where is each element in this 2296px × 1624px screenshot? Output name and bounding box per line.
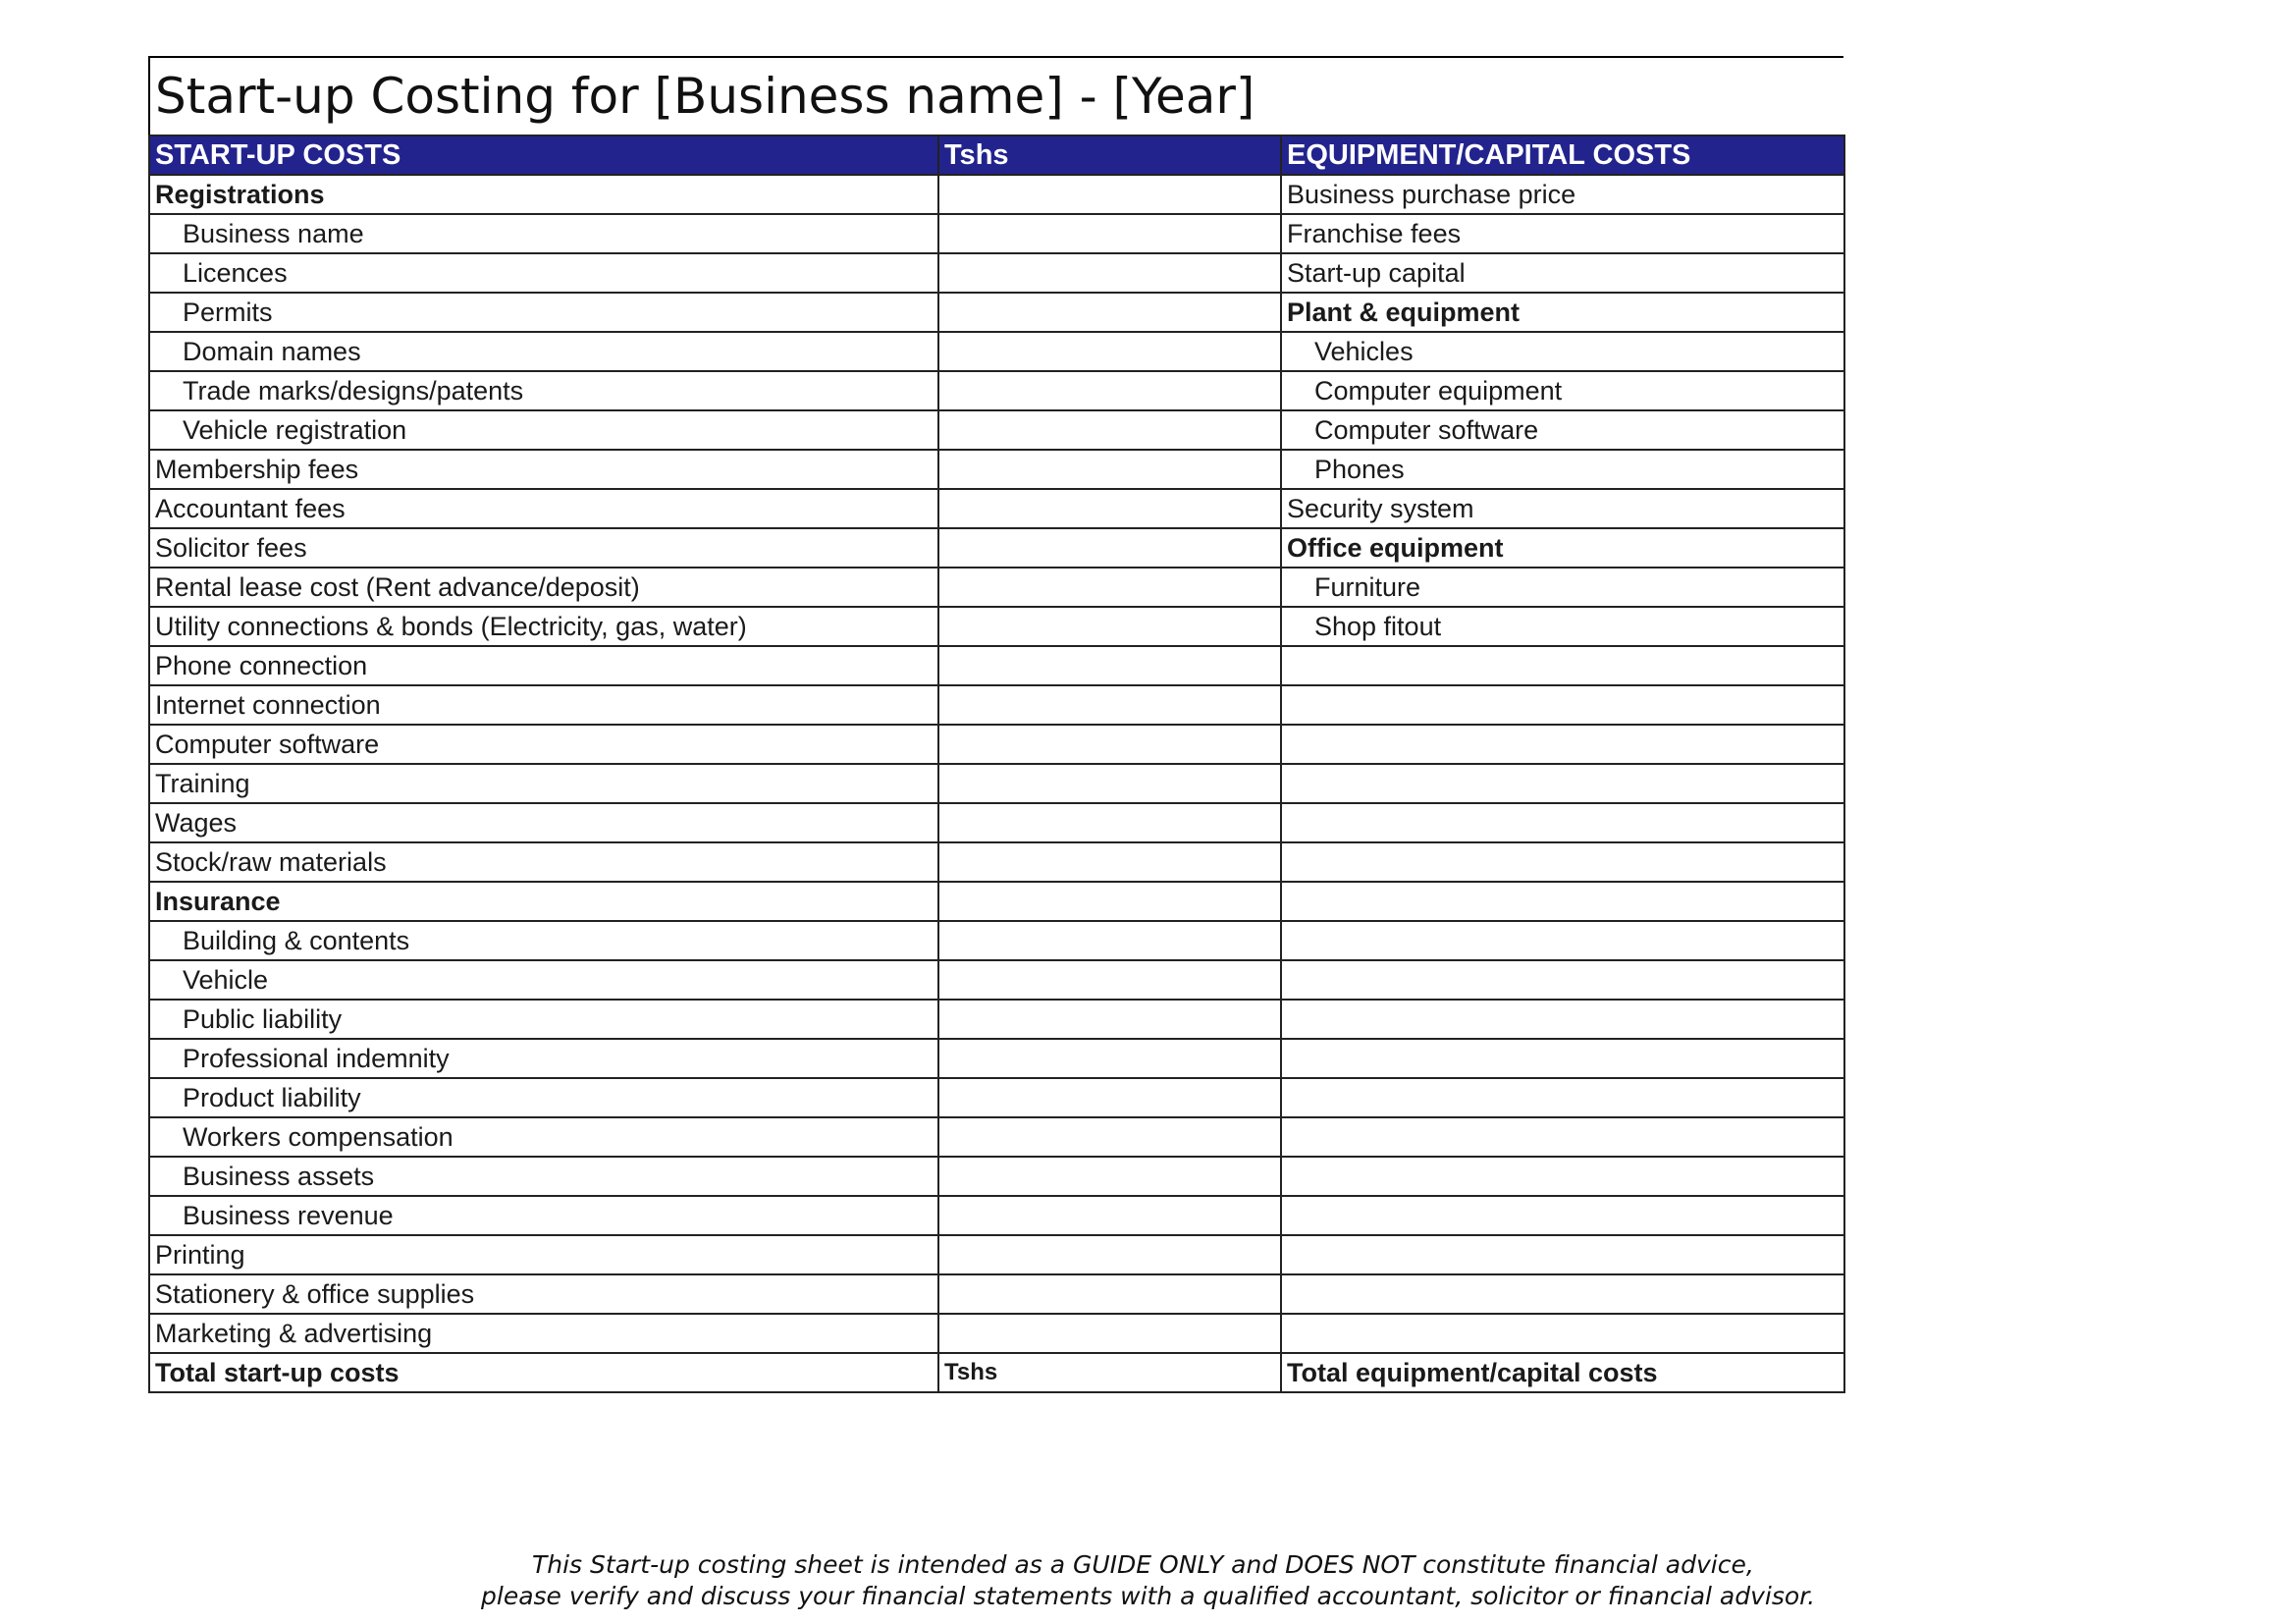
equipment-item-label: Furniture [1281, 568, 1844, 607]
equipment-item-label [1281, 921, 1844, 960]
sheet-title: Start-up Costing for [Business name] - [Year] [155, 68, 1255, 125]
table-row [149, 725, 1844, 764]
startup-item-label: Marketing & advertising [149, 1314, 938, 1353]
equipment-item-label: Vehicles [1281, 332, 1844, 371]
currency-header: Tshs [938, 135, 1281, 175]
equipment-item-label [1281, 764, 1844, 803]
table-row [149, 646, 1844, 685]
startup-costs-header: START-UP COSTS [149, 135, 938, 175]
amount-cell[interactable] [938, 1314, 1281, 1353]
amount-cell[interactable] [938, 450, 1281, 489]
startup-item-label: Computer software [149, 725, 938, 764]
startup-item-label: Domain names [149, 332, 938, 371]
equipment-item-label: Computer software [1281, 410, 1844, 450]
equipment-item-label [1281, 882, 1844, 921]
table-row [149, 764, 1844, 803]
table-row [149, 685, 1844, 725]
startup-item-label: Rental lease cost (Rent advance/deposit) [149, 568, 938, 607]
equipment-item-label [1281, 1078, 1844, 1117]
table-row [149, 489, 1844, 528]
amount-cell[interactable] [938, 214, 1281, 253]
costing-table-body [149, 175, 1844, 1353]
equipment-item-label: Office equipment [1281, 528, 1844, 568]
equipment-item-label [1281, 646, 1844, 685]
table-row [149, 175, 1844, 214]
equipment-item-label [1281, 725, 1844, 764]
total-startup-costs-label: Total start-up costs [149, 1353, 938, 1392]
startup-item-label: Membership fees [149, 450, 938, 489]
equipment-item-label [1281, 1000, 1844, 1039]
table-row [149, 332, 1844, 371]
startup-item-label: Building & contents [149, 921, 938, 960]
startup-item-label: Public liability [149, 1000, 938, 1039]
amount-cell[interactable] [938, 1078, 1281, 1117]
table-row [149, 1078, 1844, 1117]
startup-item-label: Business name [149, 214, 938, 253]
equipment-item-label: Phones [1281, 450, 1844, 489]
startup-item-label: Training [149, 764, 938, 803]
equipment-item-label: Business purchase price [1281, 175, 1844, 214]
table-row [149, 921, 1844, 960]
table-row [149, 607, 1844, 646]
equipment-item-label [1281, 1274, 1844, 1314]
table-row [149, 1314, 1844, 1353]
amount-cell[interactable] [938, 568, 1281, 607]
table-row [149, 568, 1844, 607]
equipment-item-label [1281, 1157, 1844, 1196]
table-row [149, 1196, 1844, 1235]
amount-cell[interactable] [938, 175, 1281, 214]
equipment-item-label: Security system [1281, 489, 1844, 528]
equipment-item-label [1281, 685, 1844, 725]
equipment-item-label [1281, 1196, 1844, 1235]
total-equipment-costs-label: Total equipment/capital costs [1281, 1353, 1844, 1392]
startup-item-label: Insurance [149, 882, 938, 921]
table-row [149, 1117, 1844, 1157]
equipment-item-label [1281, 842, 1844, 882]
table-row [149, 410, 1844, 450]
table-row [149, 253, 1844, 293]
startup-item-label: Licences [149, 253, 938, 293]
amount-cell[interactable] [938, 607, 1281, 646]
startup-item-label: Workers compensation [149, 1117, 938, 1157]
table-row [149, 528, 1844, 568]
equipment-item-label [1281, 960, 1844, 1000]
amount-cell[interactable] [938, 685, 1281, 725]
amount-cell[interactable] [938, 921, 1281, 960]
amount-cell[interactable] [938, 1196, 1281, 1235]
amount-cell[interactable] [938, 293, 1281, 332]
startup-item-label: Vehicle [149, 960, 938, 1000]
amount-cell[interactable] [938, 803, 1281, 842]
equipment-item-label: Shop fitout [1281, 607, 1844, 646]
startup-item-label: Permits [149, 293, 938, 332]
table-row [149, 450, 1844, 489]
startup-item-label: Trade marks/designs/patents [149, 371, 938, 410]
amount-cell[interactable] [938, 1274, 1281, 1314]
startup-item-label: Solicitor fees [149, 528, 938, 568]
equipment-costs-header: EQUIPMENT/CAPITAL COSTS [1281, 135, 1844, 175]
startup-item-label: Accountant fees [149, 489, 938, 528]
table-row [149, 293, 1844, 332]
amount-cell[interactable] [938, 1235, 1281, 1274]
amount-cell[interactable] [938, 489, 1281, 528]
startup-item-label: Phone connection [149, 646, 938, 685]
table-row [149, 803, 1844, 842]
equipment-item-label: Plant & equipment [1281, 293, 1844, 332]
equipment-item-label [1281, 803, 1844, 842]
amount-cell[interactable] [938, 253, 1281, 293]
costing-table [148, 135, 1845, 1393]
table-row [149, 882, 1844, 921]
amount-cell[interactable] [938, 882, 1281, 921]
table-row [149, 371, 1844, 410]
equipment-item-label [1281, 1039, 1844, 1078]
amount-cell[interactable] [938, 528, 1281, 568]
amount-cell[interactable] [938, 1000, 1281, 1039]
amount-cell[interactable] [938, 332, 1281, 371]
table-row [149, 842, 1844, 882]
amount-cell[interactable] [938, 371, 1281, 410]
equipment-item-label [1281, 1314, 1844, 1353]
total-currency-label: Tshs [938, 1353, 1281, 1392]
startup-item-label: Product liability [149, 1078, 938, 1117]
startup-item-label: Professional indemnity [149, 1039, 938, 1078]
startup-item-label: Printing [149, 1235, 938, 1274]
disclaimer-line-2: please verify and discuss your financial statements with a qualified accountant, solicitor or financial advisor. [481, 1582, 1816, 1610]
costing-sheet [148, 56, 1843, 1393]
disclaimer-line-1: This Start-up costing sheet is intended as a GUIDE ONLY and DOES NOT constitute financial advice, [532, 1550, 1754, 1579]
table-row [149, 1274, 1844, 1314]
equipment-item-label: Computer equipment [1281, 371, 1844, 410]
title-row [148, 56, 1843, 135]
amount-cell[interactable] [938, 725, 1281, 764]
amount-cell[interactable] [938, 1117, 1281, 1157]
equipment-item-label [1281, 1117, 1844, 1157]
table-row [149, 1235, 1844, 1274]
totals-row [149, 1353, 1844, 1392]
table-row [149, 1000, 1844, 1039]
startup-item-label: Vehicle registration [149, 410, 938, 450]
amount-cell[interactable] [938, 1157, 1281, 1196]
equipment-item-label [1281, 1235, 1844, 1274]
startup-item-label: Wages [149, 803, 938, 842]
startup-item-label: Registrations [149, 175, 938, 214]
startup-item-label: Stock/raw materials [149, 842, 938, 882]
equipment-item-label: Franchise fees [1281, 214, 1844, 253]
amount-cell[interactable] [938, 842, 1281, 882]
startup-item-label: Stationery & office supplies [149, 1274, 938, 1314]
table-row [149, 1039, 1844, 1078]
table-row [149, 1157, 1844, 1196]
amount-cell[interactable] [938, 1039, 1281, 1078]
startup-item-label: Business revenue [149, 1196, 938, 1235]
amount-cell[interactable] [938, 960, 1281, 1000]
startup-item-label: Utility connections & bonds (Electricity, gas, water) [149, 607, 938, 646]
amount-cell[interactable] [938, 646, 1281, 685]
amount-cell[interactable] [938, 410, 1281, 450]
startup-item-label: Internet connection [149, 685, 938, 725]
startup-item-label: Business assets [149, 1157, 938, 1196]
table-row [149, 960, 1844, 1000]
header-row [149, 135, 1844, 175]
table-row [149, 214, 1844, 253]
equipment-item-label: Start-up capital [1281, 253, 1844, 293]
amount-cell[interactable] [938, 764, 1281, 803]
